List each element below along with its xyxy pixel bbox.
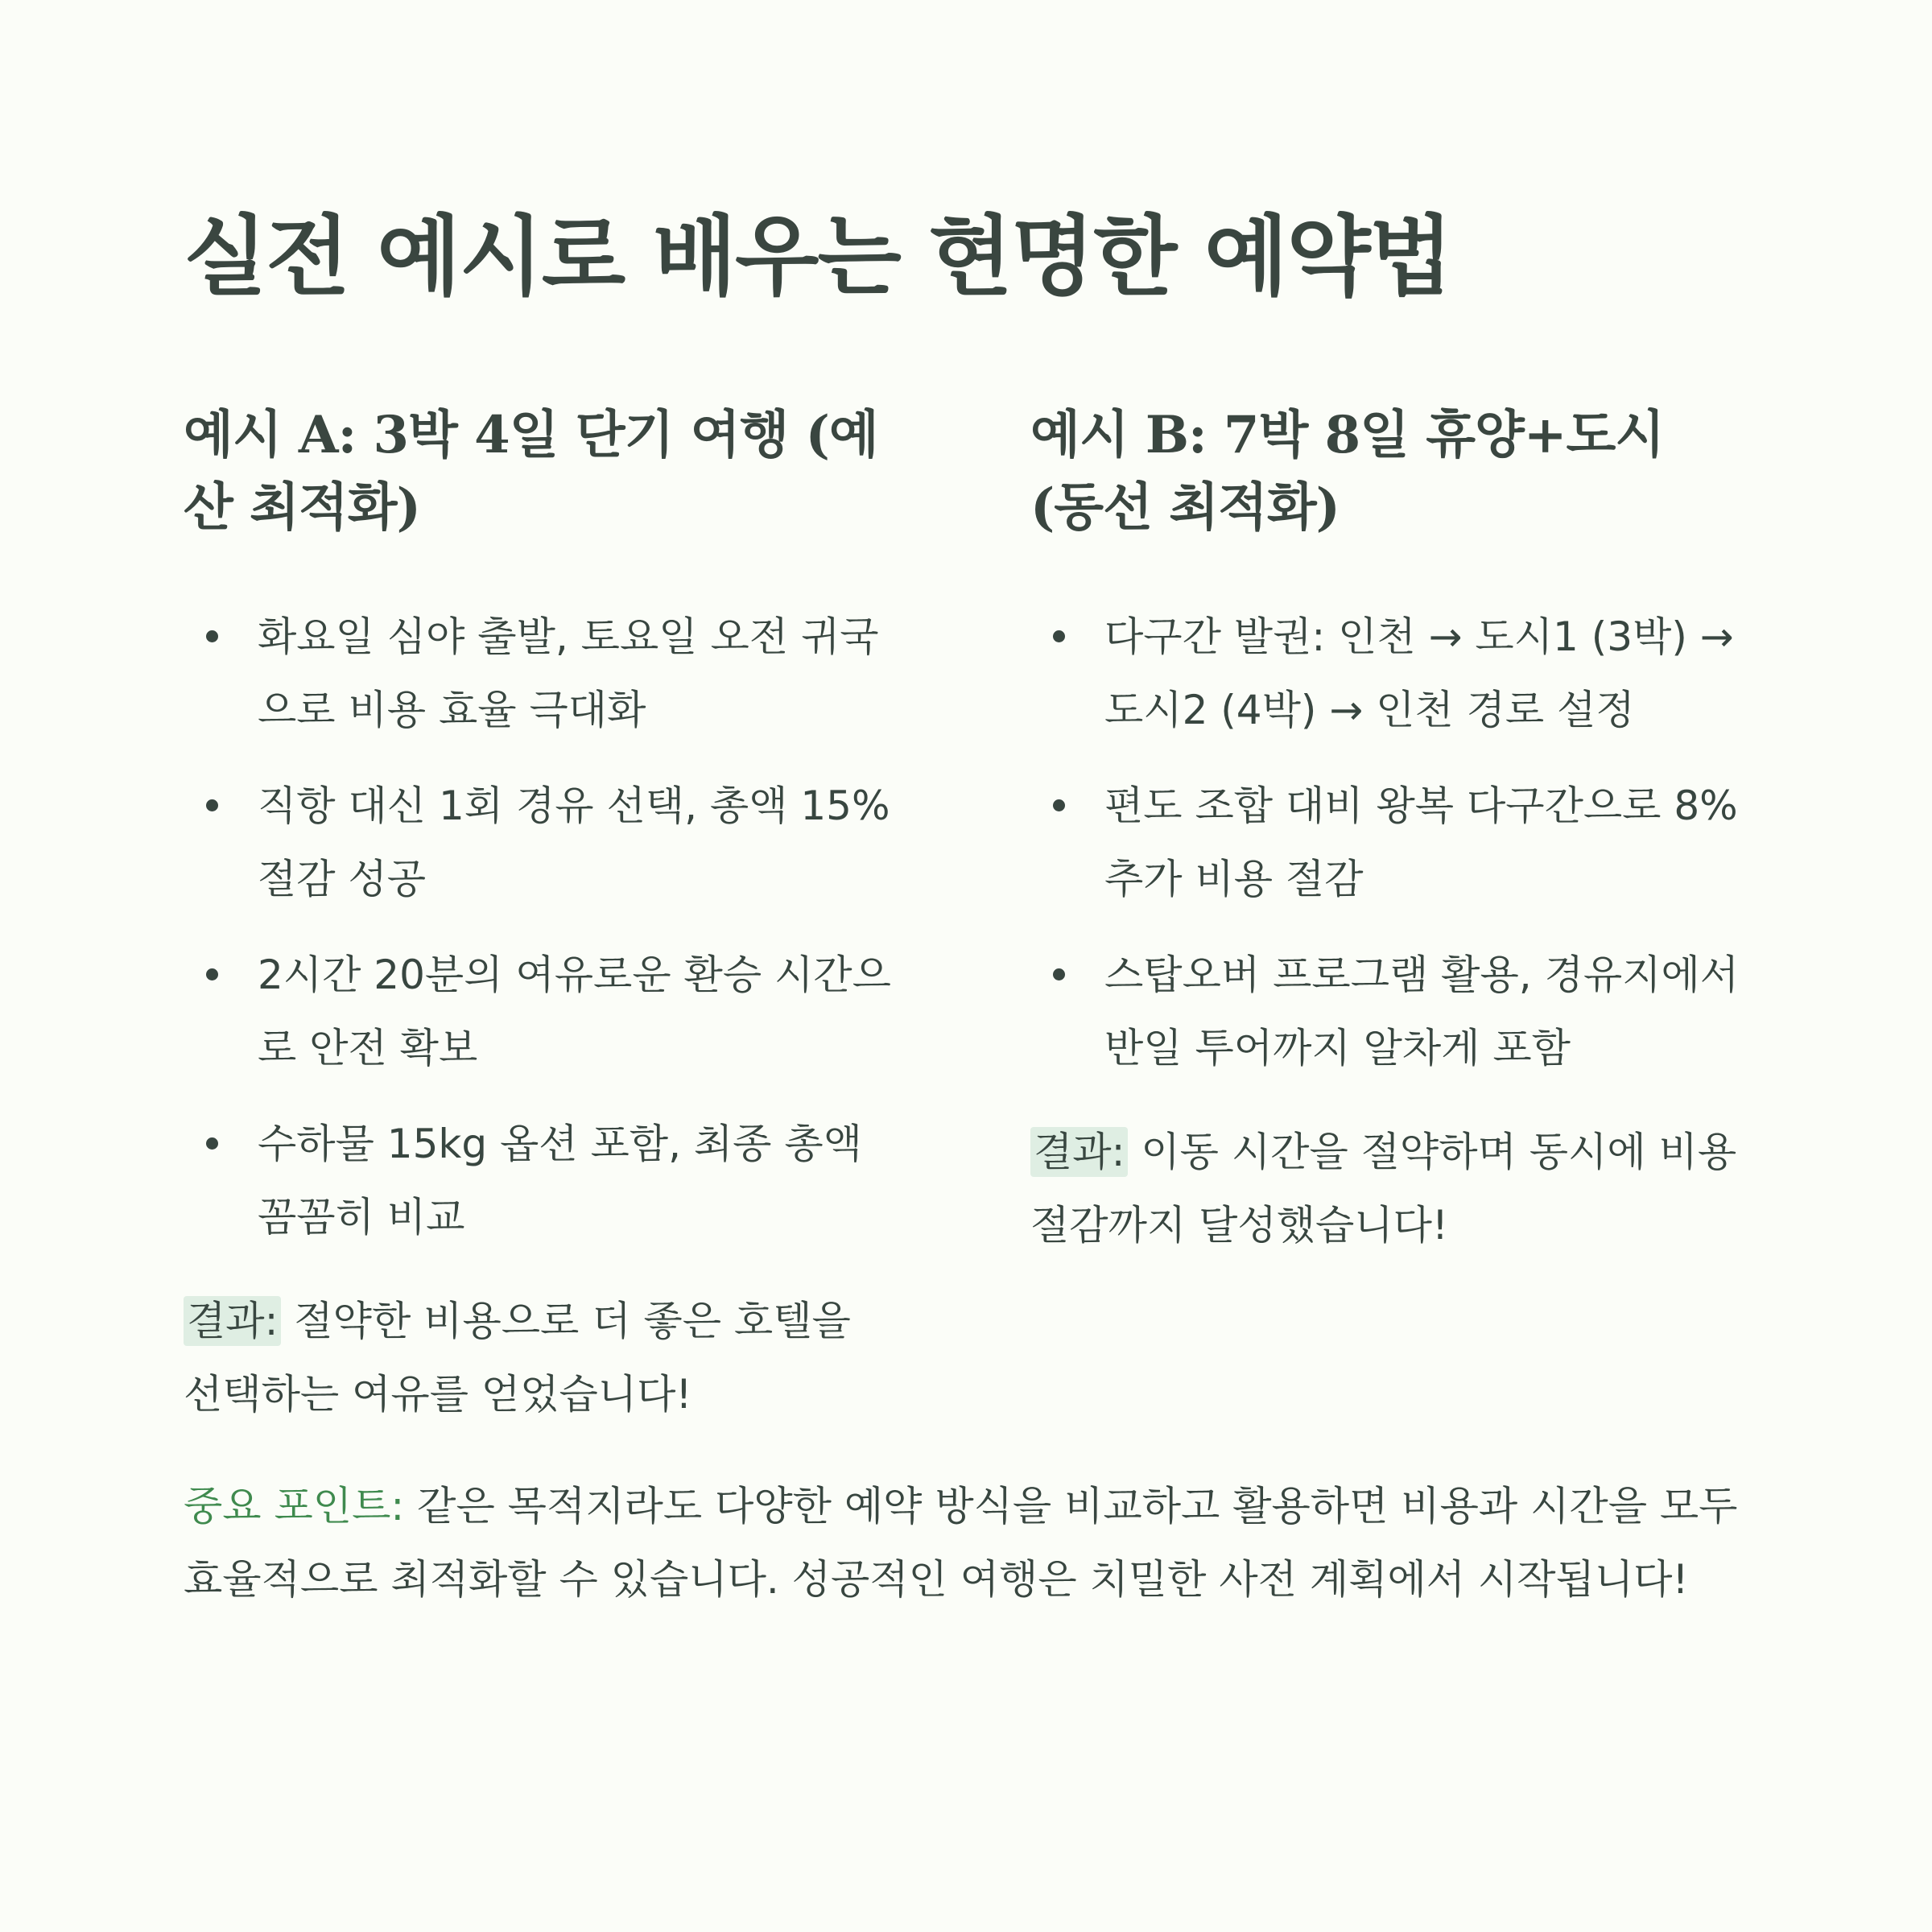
example-b-list — [1030, 601, 1748, 1085]
list-item — [184, 770, 900, 916]
result-label: 결과: — [1030, 1127, 1128, 1177]
list-item-text: 편도 조합 대비 왕복 다구간으로 8% 추가 비용 절감 — [1104, 782, 1738, 902]
result-text: 절약한 비용으로 더 좋은 호텔을 선택하는 여유를 얻었습니다! — [184, 1298, 851, 1418]
list-item-text: 스탑오버 프로그램 활용, 경유지에서 반일 투어까지 알차게 포함 — [1104, 952, 1740, 1071]
bullet-icon — [1053, 968, 1065, 980]
list-item — [184, 939, 900, 1085]
example-a-result — [184, 1285, 900, 1431]
examples-columns — [184, 399, 1748, 1470]
example-b-result — [1030, 1116, 1748, 1262]
bullet-icon — [206, 630, 218, 642]
bullet-icon — [206, 1137, 218, 1150]
list-item — [184, 601, 900, 747]
result-label: 결과: — [184, 1296, 281, 1346]
list-item — [184, 1108, 900, 1254]
list-item-text: 다구간 발권: 인천 → 도시1 (3박) → 도시2 (4박) → 인천 경로 설정 — [1104, 613, 1734, 733]
example-b-title: 예시 B: 7박 8일 휴양+도시 (동선 최적화) — [1030, 405, 1665, 538]
list-item-text: 화요일 심야 출발, 토요일 오전 귀국으로 비용 효율 극대화 — [258, 613, 879, 733]
page-content — [184, 201, 1748, 1616]
list-item — [1030, 770, 1748, 916]
important-label: 중요 포인트: — [184, 1483, 405, 1530]
list-item — [1030, 601, 1748, 747]
bullet-icon — [1053, 799, 1065, 811]
list-item-text: 직항 대신 1회 경유 선택, 총액 15% 절감 성공 — [258, 782, 890, 902]
important-point — [184, 1470, 1748, 1616]
result-text: 이동 시간을 절약하며 동시에 비용 절감까지 달성했습니다! — [1030, 1129, 1737, 1249]
example-b-section — [1030, 399, 1748, 1262]
example-a-section — [184, 399, 900, 1431]
bullet-icon — [1053, 630, 1065, 642]
bullet-icon — [206, 799, 218, 811]
list-item — [1030, 939, 1748, 1085]
example-a-list — [184, 601, 900, 1254]
list-item-text: 2시간 20분의 여유로운 환승 시간으로 안전 확보 — [258, 952, 891, 1071]
page-title: 실전 예시로 배우는 현명한 예약법 — [184, 207, 1451, 308]
list-item-text: 수하물 15kg 옵션 포함, 최종 총액 꼼꼼히 비교 — [258, 1121, 862, 1241]
bullet-icon — [206, 968, 218, 980]
important-text: 같은 목적지라도 다양한 예약 방식을 비교하고 활용하면 비용과 시간을 모두 효율적으로 최적화할 수 있습니다. 성공적인 여행은 치밀한 사전 계획에서 시작됩니다! — [184, 1483, 1738, 1603]
example-a-title: 예시 A: 3박 4일 단기 여행 (예산 최적화) — [184, 405, 878, 538]
